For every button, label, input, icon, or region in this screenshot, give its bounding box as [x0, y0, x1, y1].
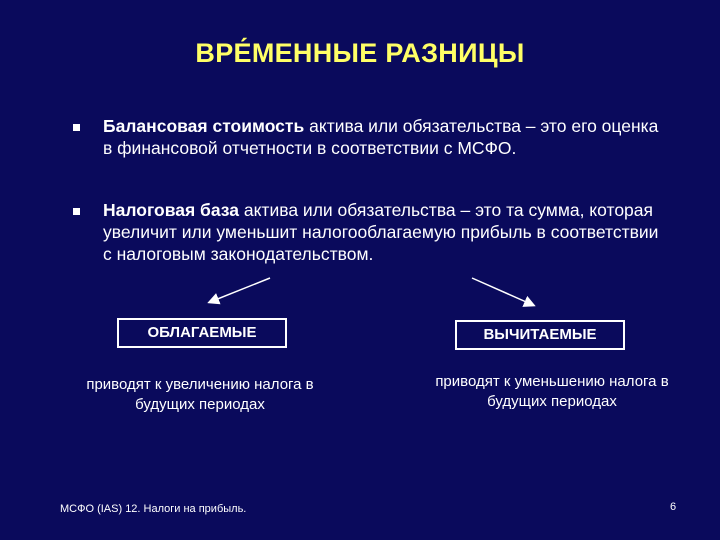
bullet-text: актива или обязательства – это его оценка в финансовой отчетности в соответствии с МСФО.	[103, 116, 659, 158]
bullet-term: Балансовая стоимость	[103, 116, 305, 136]
deductible-label: ВЫЧИТАЕМЫЕ	[483, 326, 597, 343]
taxable-description: приводят к увеличению налога в будущих периодах	[86, 376, 314, 413]
deductible-box	[455, 320, 625, 350]
deductible-description: приводят к уменьшению налога в будущих периодах	[435, 373, 669, 410]
taxable-box	[117, 318, 287, 348]
taxable-label: ОБЛАГАЕМЫЕ	[147, 324, 257, 341]
bullet-term: Налоговая база	[103, 200, 239, 220]
page-number: 6	[670, 501, 677, 513]
slide-title: ВРЕ́МЕННЫЕ РАЗНИЦЫ	[195, 38, 525, 68]
footer-text: МСФО (IAS) 12. Налоги на прибыль.	[60, 503, 247, 515]
arrow-left	[210, 278, 270, 302]
arrow-right	[472, 278, 533, 305]
bullet-text: актива или обязательства – это та сумма, которая увеличит или уменьшит налогооблагаемую прибыль в соответствии с налоговым законодательством.	[103, 200, 659, 264]
